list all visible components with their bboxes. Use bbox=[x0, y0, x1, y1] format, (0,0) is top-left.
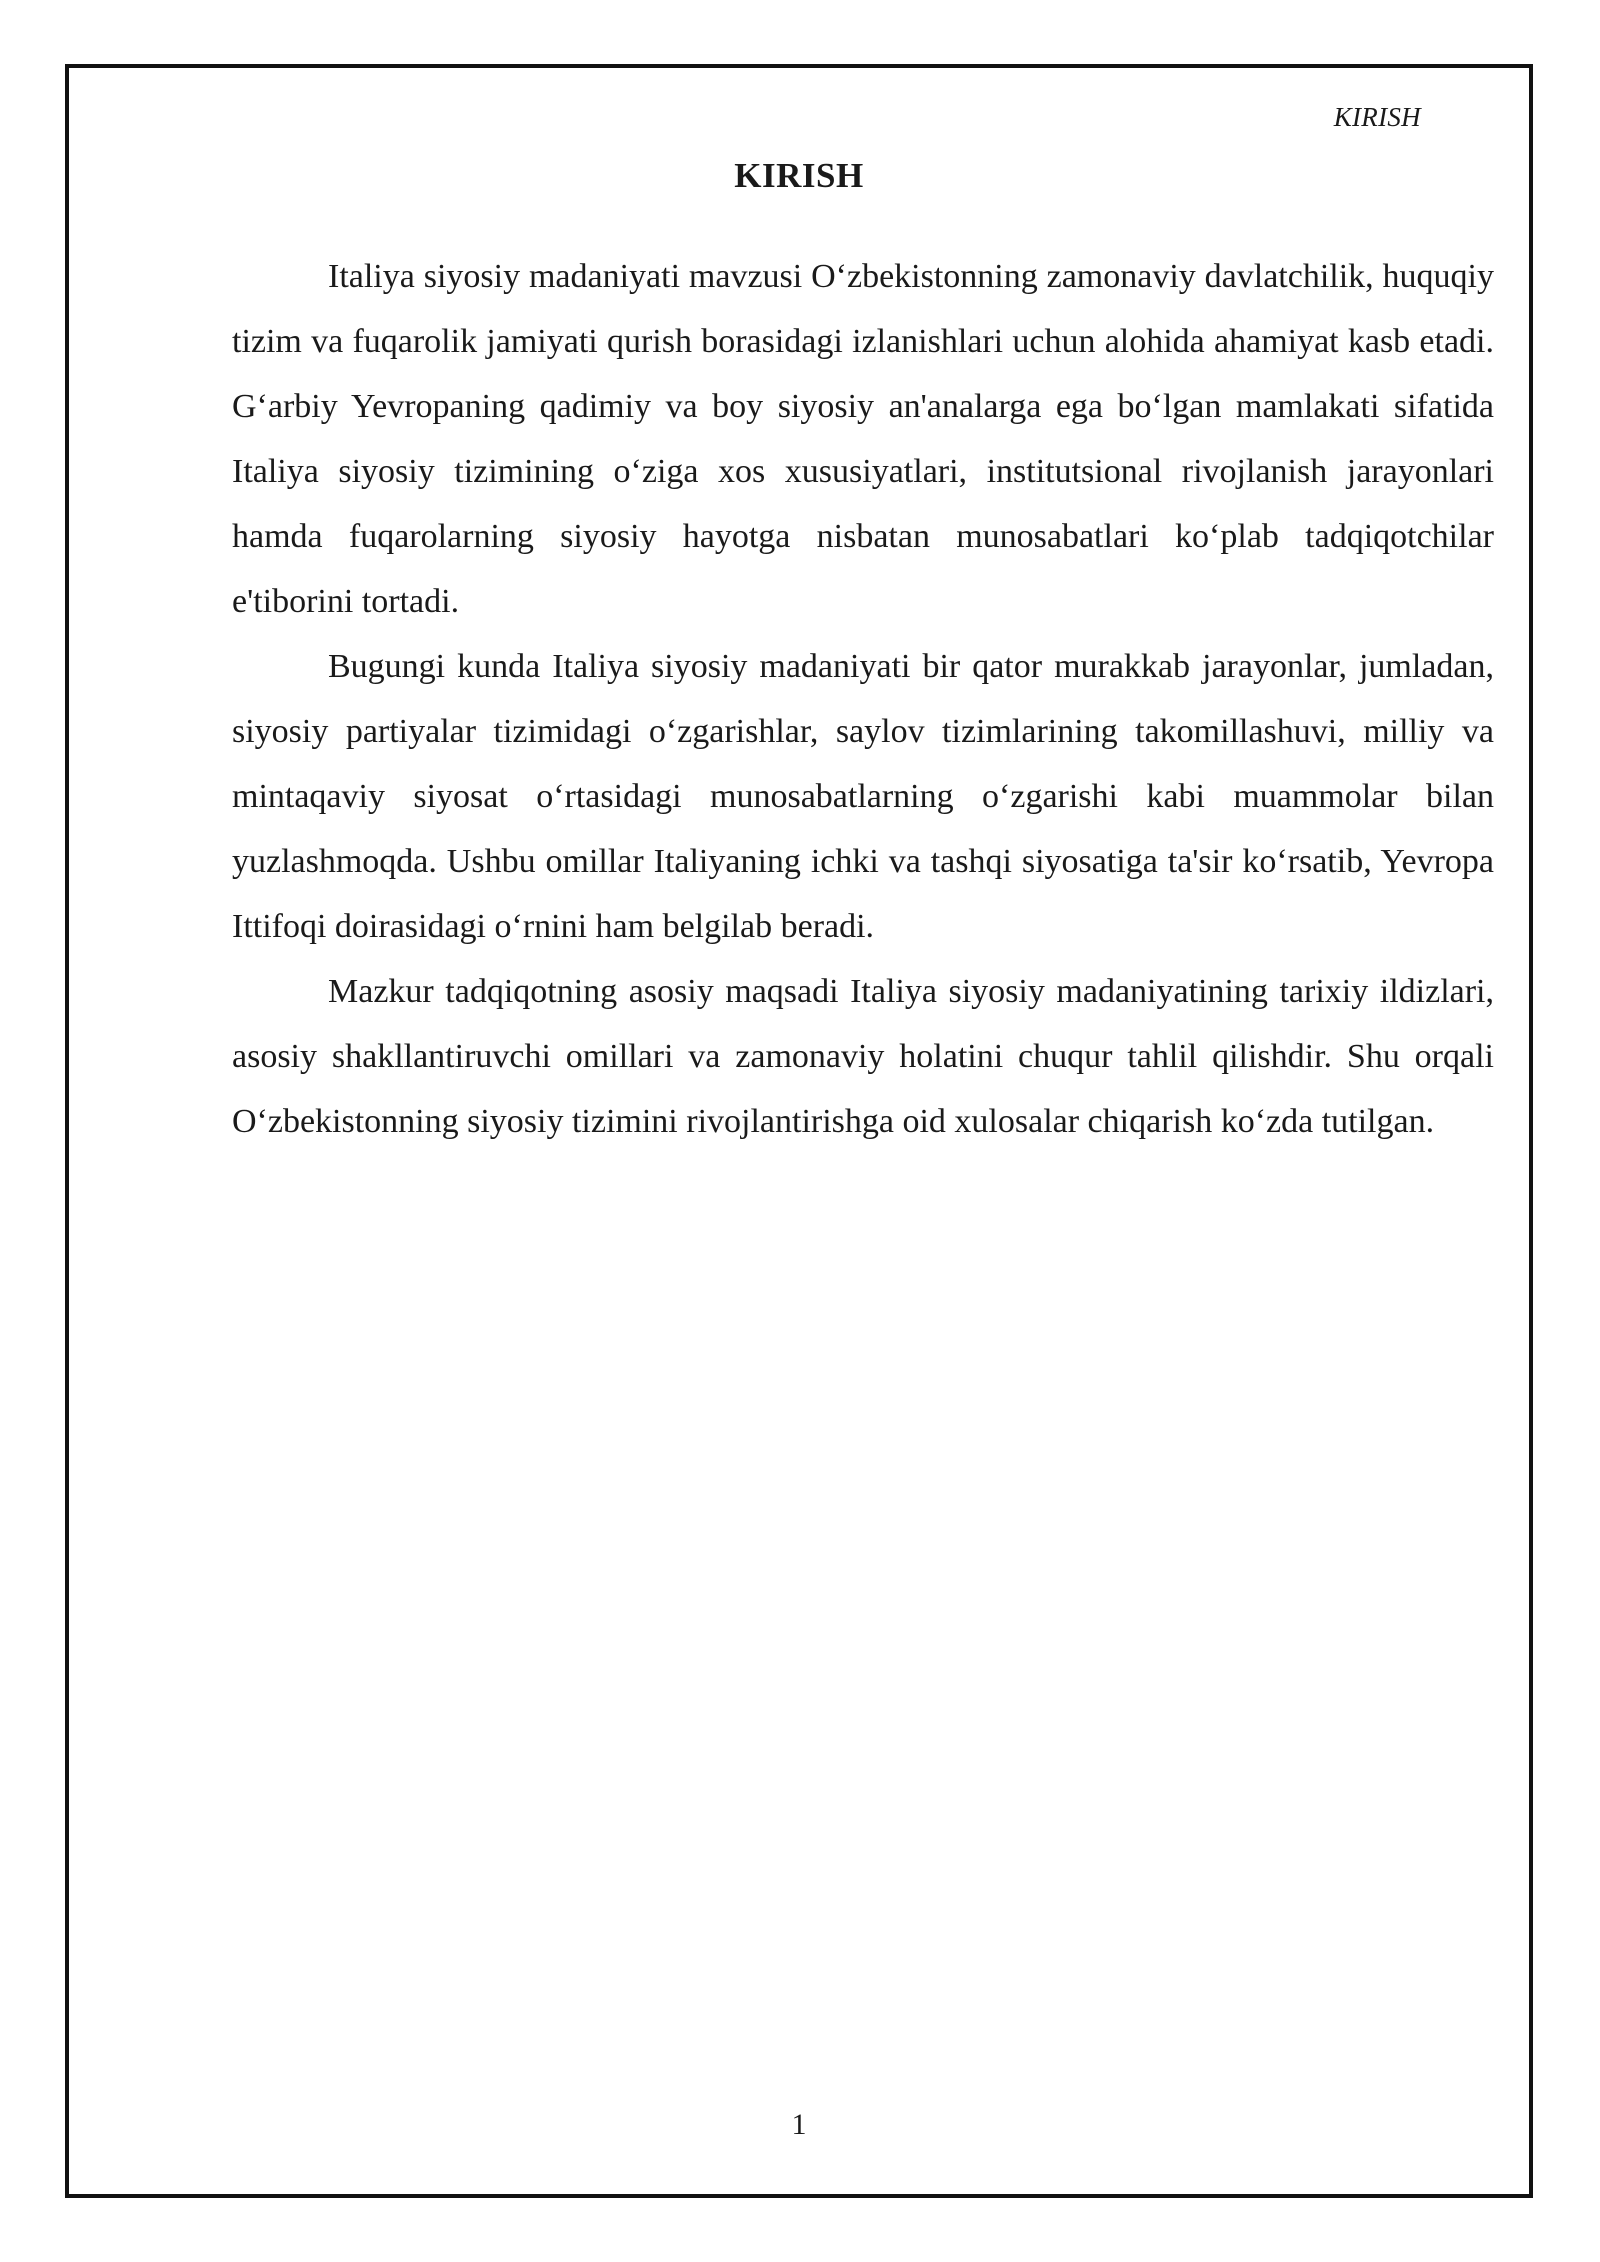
body-text bbox=[232, 244, 1494, 1154]
page-number: 1 bbox=[791, 2108, 807, 2141]
paragraph: Bugungi kunda Italiya siyosiy madaniyati bir qator murakkab jarayonlar, jumladan, siyosiy partiyalar tizimidagi o‘zgarishlar, saylov tizimlarining takomillashuvi, milliy va mintaqaviy siyosat o‘rtasidagi munosabatlarning o‘zgarishi kabi muammolar bilan yuzlashmoqda. Ushbu omillar Italiyaning ichki va tashqi siyosatiga ta'sir ko‘rsatib, Yevropa Ittifoqi doirasidagi o‘rnini ham belgilab beradi. bbox=[232, 648, 1494, 945]
paragraph: Italiya siyosiy madaniyati mavzusi O‘zbekistonning zamonaviy davlatchilik, huquqiy tizim va fuqarolik jamiyati qurish borasidagi izlanishlari uchun alohida ahamiyat kasb etadi. G‘arbiy Yevropaning qadimiy va boy siyosiy an'analarga ega bo‘lgan mamlakati sifatida Italiya siyosiy tizimining o‘ziga xos xususiyatlari, institutsional rivojlanish jarayonlari hamda fuqarolarning siyosiy hayotga nisbatan munosabatlari ko‘plab tadqiqotchilar e'tiborini tortadi. bbox=[232, 258, 1494, 620]
running-header: KIRISH bbox=[1333, 102, 1421, 132]
paragraph: Mazkur tadqiqotning asosiy maqsadi Italiya siyosiy madaniyatining tarixiy ildizlari, asosiy shakllantiruvchi omillari va zamonaviy holatini chuqur tahlil qilishdir. Shu orqali O‘zbekistonning siyosiy tizimini rivojlantirishga oid xulosalar chiqarish ko‘zda tutilgan. bbox=[232, 973, 1494, 1140]
page-title: KIRISH bbox=[734, 156, 864, 195]
page-frame bbox=[65, 64, 1533, 2198]
